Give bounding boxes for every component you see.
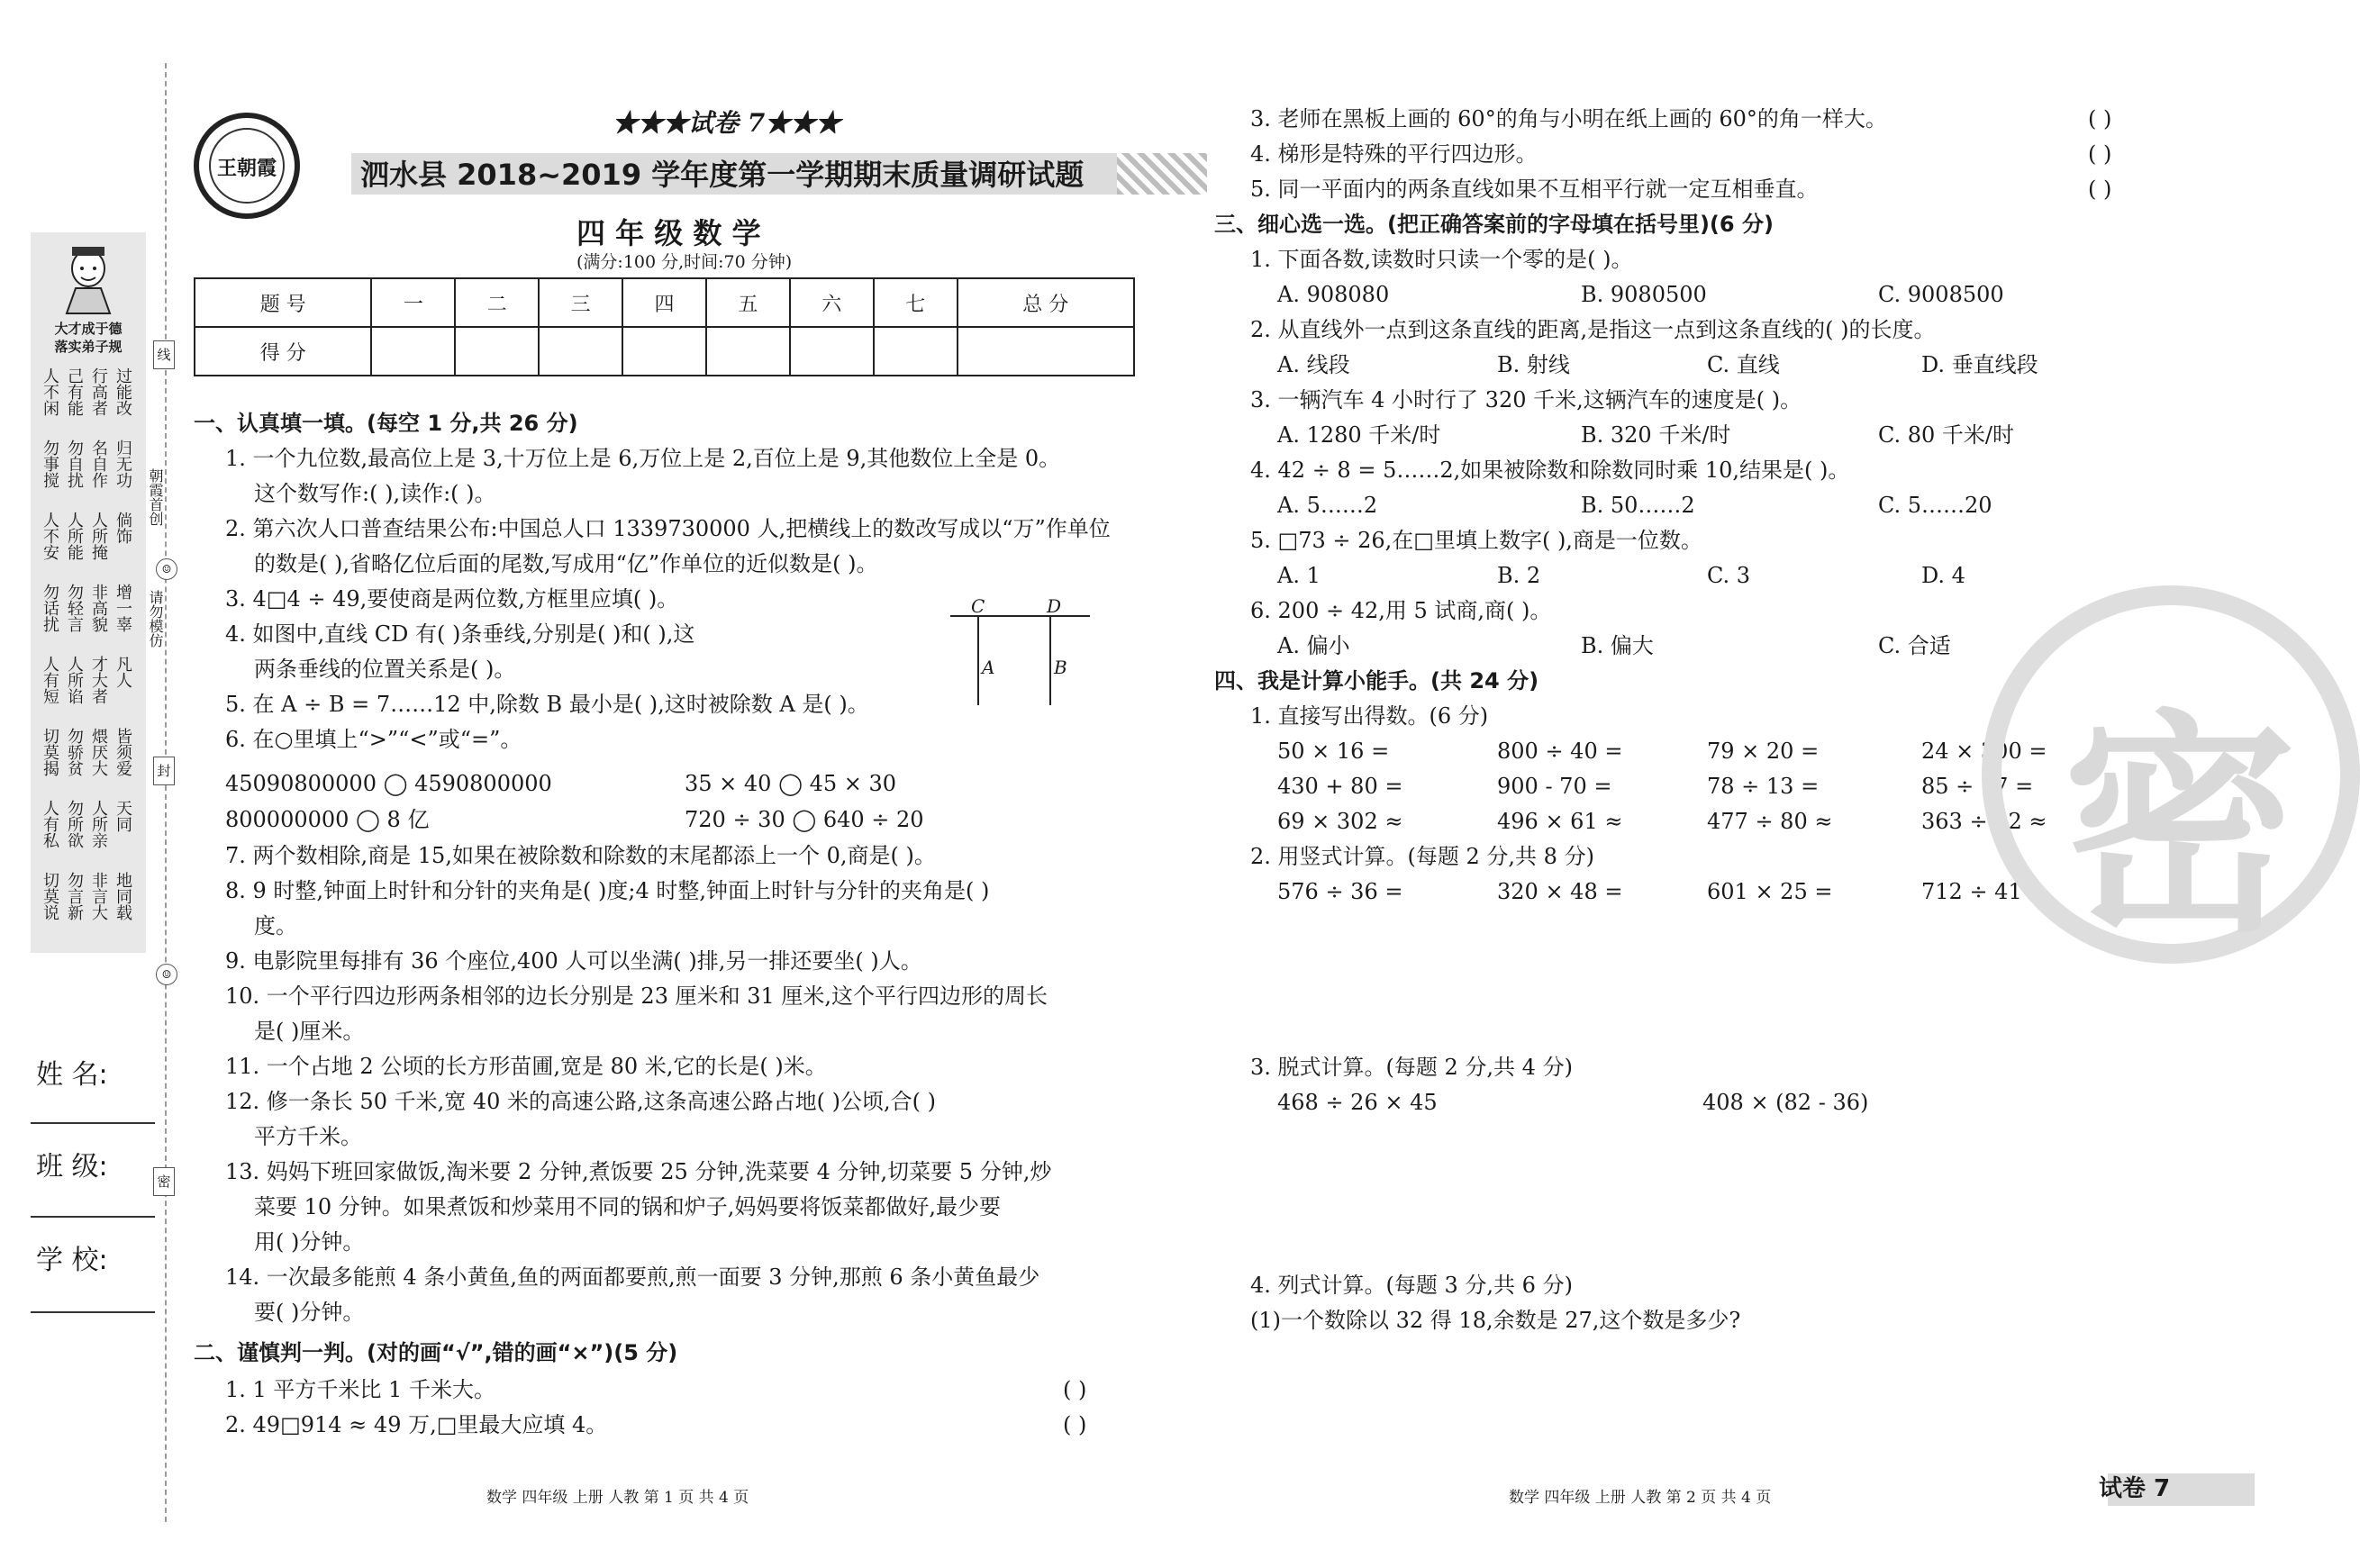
question-line: 两条垂线的位置关系是( )。 [254,657,516,682]
vertical-calc-item: 576 ÷ 36 = [1277,879,1403,904]
class-label: 班 级: [36,1151,108,1183]
choice-option[interactable]: D. 4 [1921,563,1965,588]
question-line: 3. 4□4 ÷ 49,要使商是两位数,方框里应填( )。 [225,586,679,612]
cut-mark-xian: 线 [153,340,175,369]
score-input-cell[interactable] [874,327,958,376]
vertical-note-2 [146,590,164,652]
paper-series: ★★★试卷 7★★★ [613,108,841,138]
secret-stamp-char: 密 [2063,692,2297,964]
oral-calc-item: 50 × 16 = [1277,739,1390,764]
motto-column: 勿自扰 [65,440,84,488]
question-line: 8. 9 时整,钟面上时针和分针的夹角是( )度;4 时整,钟面上时针与分针的夹角是( ) [225,878,990,903]
motto-column: 才大者 [89,656,108,704]
question-line: 3. 老师在黑板上画的 60°的角与小明在纸上画的 60°的角一样大。 [1250,106,1887,131]
figure-label-c: C [971,595,985,617]
judge-answer-blank[interactable]: ( ) [1063,1412,1087,1437]
question-line: 3. 一辆汽车 4 小时行了 320 千米,这辆汽车的速度是( )。 [1250,387,1802,412]
question-line: 这个数写作:( ),读作:( )。 [254,481,496,506]
motto-column: 己有能 [65,367,84,416]
question-line: 5. 在 A ÷ B = 7……12 中,除数 B 最小是( ),这时被除数 A 是( )。 [225,692,869,717]
motto-column: 地同载 [113,872,132,920]
name-field[interactable] [31,1122,155,1124]
choice-option[interactable]: C. 3 [1707,563,1751,588]
question-line: 13. 妈妈下班回家做饭,淘米要 2 分钟,煮饭要 25 分钟,洗菜要 4 分钟,切菜要 5 分钟,炒 [225,1159,1052,1184]
question-line: 9. 电影院里每排有 36 个座位,400 人可以坐满( )排,另一排还要坐( )人。 [225,948,922,974]
motto-column: 勿言新 [65,872,84,920]
score-cell: 题 号 [195,278,371,327]
oral-calc-item: 477 ÷ 80 ≈ [1707,809,1833,834]
oral-calc-item: 363 ÷ 92 ≈ [1921,809,2047,834]
footer-paper-tag-label: 试卷 7 [2099,1475,2171,1502]
motto-column: 归无功 [113,440,132,488]
score-input-cell[interactable] [539,327,622,376]
oral-calc-item: 69 × 302 ≈ [1277,809,1403,834]
choice-option[interactable]: A. 偏小 [1277,633,1350,658]
question-line: 45090800000 ◯ 4590800000 [225,771,552,796]
section-heading: 三、细心选一选。(把正确答案前的字母填在括号里)(6 分) [1214,212,1774,237]
motto-column: 勿所欲 [65,800,84,848]
vertical-note-1 [146,468,164,530]
title-banner-pattern [1117,153,1207,195]
motto-column: 人有私 [41,800,59,848]
score-cell: 七 [874,278,958,327]
choice-option[interactable]: C. 5……20 [1878,493,1992,518]
question-line: 用( )分钟。 [254,1229,365,1255]
motto-column: 增一辜 [113,584,132,632]
score-cell: 四 [622,278,706,327]
question-line: 10. 一个平行四边形两条相邻的边长分别是 23 厘米和 31 厘米,这个平行四边形的周长 [225,983,1048,1009]
subject-title: 四 年 级 数 学 [576,216,761,250]
score-input-cell[interactable] [790,327,874,376]
oral-calc-item: 24 × 300 = [1921,739,2047,764]
oral-calc-item: 85 ÷ 17 = [1921,774,2034,799]
motto-column: 人不安 [41,512,59,560]
motto-column: 切莫揭 [41,728,59,776]
binding-dashed-line [165,63,167,1522]
sidebar-slogan-1: 大才成于德 [54,321,123,337]
oral-calc-item: 800 ÷ 40 = [1497,739,1623,764]
judge-answer-blank[interactable]: ( ) [2088,177,2112,202]
motto-column: 非高貌 [89,584,108,632]
motto-column: 皆须爱 [113,728,132,776]
vertical-calc-item: 601 × 25 = [1707,879,1833,904]
cut-mark-feng: 封 [153,757,175,785]
choice-option[interactable]: D. 垂直线段 [1921,352,2038,377]
vertical-calc-item: 712 ÷ 41 = [1921,879,2047,904]
section-heading: 四、我是计算小能手。(共 24 分) [1214,668,1539,693]
question-line: 5. □73 ÷ 26,在□里填上数字( ),商是一位数。 [1250,528,1702,553]
question-line: 1. 一个九位数,最高位上是 3,十万位上是 6,万位上是 2,百位上是 9,其他数位上全是 0。 [225,446,1061,471]
score-cell: 总 分 [958,278,1134,327]
choice-option[interactable]: C. 直线 [1707,352,1780,377]
judge-answer-blank[interactable]: ( ) [2088,141,2112,167]
question-line: 6. 在○里填上“>”“<”或“=”。 [225,727,522,752]
question-line: (1)一个数除以 32 得 18,余数是 27,这个数是多少? [1250,1308,1741,1333]
oral-calc-item: 430 + 80 = [1277,774,1403,799]
motto-column: 过能改 [113,367,132,416]
cartoon-scholar-icon [58,243,119,315]
choice-option[interactable]: B. 9080500 [1581,282,1707,307]
oral-calc-item: 79 × 20 = [1707,739,1820,764]
motto-column: 煨厌大 [89,728,108,776]
question-line: 2. 第六次人口普查结果公布:中国总人口 1339730000 人,把横线上的数改写成以“万”作单位 [225,516,1111,541]
figure-line-a [977,615,979,705]
choice-option[interactable]: B. 偏大 [1581,633,1654,658]
question-line: 14. 一次最多能煎 4 条小黄鱼,鱼的两面都要煎,煎一面要 3 分钟,那煎 6 条小黄鱼最少 [225,1264,1040,1290]
score-table-score-row [195,327,1134,376]
score-cell: 二 [455,278,539,327]
question-line: 12. 修一条长 50 千米,宽 40 米的高速公路,这条高速公路占地( )公顷,合( ) [225,1089,936,1114]
score-table [194,277,1135,376]
oral-calc-item: 78 ÷ 13 = [1707,774,1820,799]
motto-column: 勿话扰 [41,584,59,632]
name-label: 姓 名: [36,1059,108,1091]
exam-title: 泗水县 2018~2019 学年度第一学期期末质量调研试题 [360,158,1085,192]
question-line: 4. 如图中,直线 CD 有( )条垂线,分别是( )和( ),这 [225,621,695,647]
choice-option[interactable]: B. 射线 [1497,352,1570,377]
motto-column: 非言大 [89,872,108,920]
motto-column: 勿轻言 [65,584,84,632]
choice-option[interactable]: A. 1280 千米/时 [1277,422,1441,448]
score-input-cell[interactable] [455,327,539,376]
figure-label-a: A [982,657,995,678]
figure-label-b: B [1054,657,1067,678]
question-line: 5. 同一平面内的两条直线如果不互相平行就一定互相垂直。 [1250,177,1819,202]
motto-column: 人所亲 [89,800,108,848]
sidebar-slogan-2: 落实弟子规 [54,339,123,355]
footer-left: 数学 四年级 上册 人教 第 1 页 共 4 页 [486,1489,749,1507]
choice-option[interactable]: C. 9008500 [1878,282,2004,307]
question-line: 4. 列式计算。(每题 3 分,共 6 分) [1250,1273,1573,1298]
choice-option[interactable]: C. 合适 [1878,633,1951,658]
motto-column: 行高者 [89,367,108,416]
question-line: 2. 用竖式计算。(每题 2 分,共 8 分) [1250,844,1594,869]
choice-option[interactable]: B. 2 [1497,563,1541,588]
motto-sidebar [31,232,146,953]
score-cell: 六 [790,278,874,327]
figure-label-d: D [1047,595,1062,617]
question-line: 要( )分钟。 [254,1300,365,1325]
question-line: 1. 直接写出得数。(6 分) [1250,703,1489,729]
question-line: 4. 梯形是特殊的平行四边形。 [1250,141,1538,167]
school-field[interactable] [31,1311,155,1313]
score-input-cell[interactable] [958,327,1134,376]
vertical-note-1-text: 朝霞首创 [147,468,164,526]
judge-answer-blank[interactable]: ( ) [1063,1377,1087,1402]
score-input-cell[interactable] [371,327,455,376]
score-cell: 五 [706,278,790,327]
stepwise-calc-item: 468 ÷ 26 × 45 [1277,1090,1438,1115]
score-cell: 三 [539,278,622,327]
vertical-calc-item: 320 × 48 = [1497,879,1623,904]
motto-column: 勿事搅 [41,440,59,488]
choice-option[interactable]: A. 908080 [1277,282,1390,307]
question-line: 35 × 40 ◯ 45 × 30 [685,771,897,796]
motto-column: 人所能 [65,512,84,560]
figure-line-b [1049,615,1051,705]
question-line: 11. 一个占地 2 公顷的长方形苗圃,宽是 80 米,它的长是( )米。 [225,1054,827,1079]
question-line: 7. 两个数相除,商是 15,如果在被除数和除数的末尾都添上一个 0,商是( )。 [225,843,936,868]
choice-option[interactable]: A. 线段 [1277,352,1350,377]
score-cell: 一 [371,278,455,327]
question-line: 3. 脱式计算。(每题 2 分,共 4 分) [1250,1055,1573,1080]
question-line: 4. 42 ÷ 8 = 5……2,如果被除数和除数同时乘 10,结果是( )。 [1250,458,1850,483]
question-line: 是( )厘米。 [254,1019,365,1044]
question-line: 2. 从直线外一点到这条直线的距离,是指这一点到这条直线的( )的长度。 [1250,317,1936,342]
choice-option[interactable]: C. 80 千米/时 [1878,422,2015,448]
class-field[interactable] [31,1216,155,1218]
motto-column: 天同 [113,800,132,832]
score-input-cell[interactable] [706,327,790,376]
choice-option[interactable]: A. 1 [1277,563,1321,588]
motto-column: 切莫说 [41,872,59,920]
section-heading: 二、谨慎判一判。(对的画“√”,错的画“×”)(5 分) [194,1340,678,1365]
brand-logo-text: 王朝霞 [216,157,277,180]
question-line: 2. 49□914 ≈ 49 万,□里最大应填 4。 [225,1412,608,1437]
exam-meta: (满分:100 分,时间:70 分钟) [576,252,793,272]
motto-column: 人不闲 [41,367,59,416]
score-cell: 得 分 [195,327,371,376]
motto-column: 人所掩 [89,512,108,560]
choice-option[interactable]: A. 5……2 [1277,493,1378,518]
hole-circle-2: ☺ [156,964,177,985]
section-heading: 一、认真填一填。(每空 1 分,共 26 分) [194,411,578,436]
school-label: 学 校: [36,1245,108,1276]
question-line: 的数是( ),省略亿位后面的尾数,写成用“亿”作单位的近似数是( )。 [254,551,878,576]
motto-column: 倘饰 [113,512,132,544]
motto-column: 凡人 [113,656,132,688]
question-line: 菜要 10 分钟。如果煮饭和炒菜用不同的锅和炉子,妈妈要将饭菜都做好,最少要 [254,1194,1002,1219]
question-line: 度。 [254,913,297,938]
oral-calc-item: 900 - 70 = [1497,774,1612,799]
oral-calc-item: 496 × 61 ≈ [1497,809,1623,834]
question-line: 6. 200 ÷ 42,用 5 试商,商( )。 [1250,598,1552,623]
question-line: 1. 1 平方千米比 1 千米大。 [225,1377,495,1402]
question-line: 平方千米。 [254,1124,362,1149]
motto-column: 勿骄贫 [65,728,84,776]
vertical-note-2-text: 请勿模仿 [147,590,164,648]
stepwise-calc-item: 408 × (82 - 36) [1702,1090,1869,1115]
footer-right: 数学 四年级 上册 人教 第 2 页 共 4 页 [1509,1489,1772,1507]
motto-column: 人有短 [41,656,59,704]
choice-option[interactable]: B. 50……2 [1581,493,1695,518]
question-line: 800000000 ◯ 8 亿 [225,807,430,832]
score-input-cell[interactable] [622,327,706,376]
cut-mark-mi: 密 [153,1167,175,1196]
question-line: 1. 下面各数,读数时只读一个零的是( )。 [1250,247,1633,272]
motto-column: 人所谄 [65,656,84,704]
question-line: 720 ÷ 30 ◯ 640 ÷ 20 [685,807,924,832]
score-table-header-row [195,278,1134,327]
motto-column: 名自作 [89,440,108,488]
judge-answer-blank[interactable]: ( ) [2088,106,2112,131]
hole-circle-1: ☺ [156,558,177,580]
choice-option[interactable]: B. 320 千米/时 [1581,422,1731,448]
